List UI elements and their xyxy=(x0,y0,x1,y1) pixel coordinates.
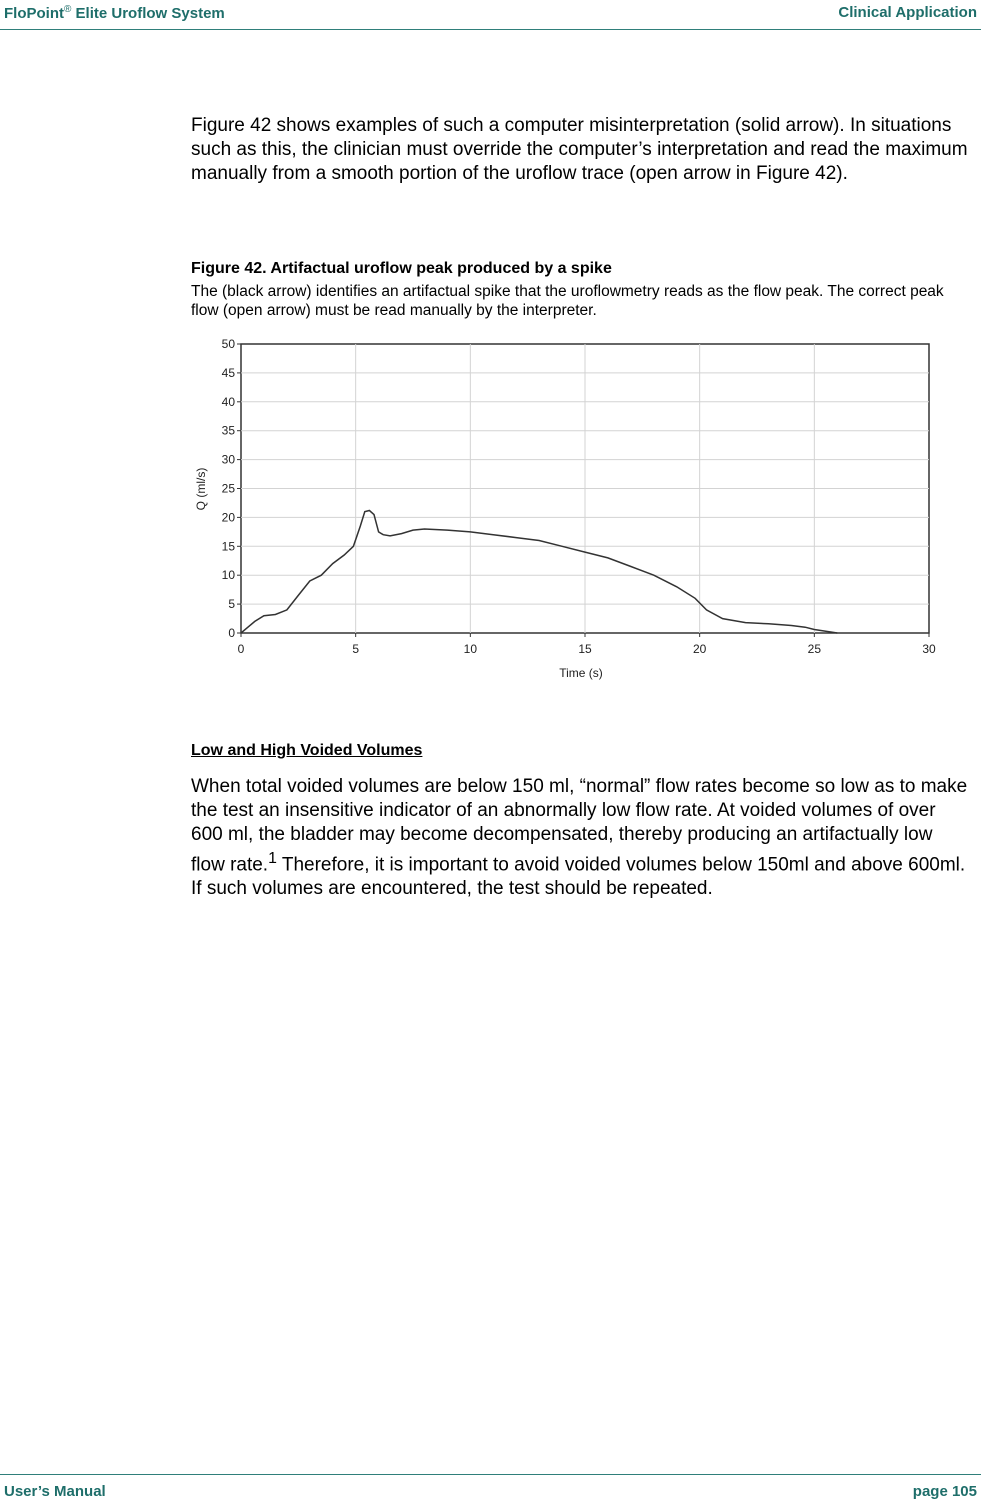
voided-volumes-paragraph xyxy=(191,775,971,901)
x-tick-label: 5 xyxy=(352,642,360,656)
y-tick-label: 0 xyxy=(228,626,235,640)
y-tick-label: 5 xyxy=(228,597,235,612)
y-tick-label: 25 xyxy=(221,481,235,496)
registered-mark: ® xyxy=(64,4,72,15)
y-tick-labels xyxy=(222,337,236,640)
y-axis-label: Q (ml/s) xyxy=(194,467,208,511)
figure-title: Figure 42. Artifactual uroflow peak produced by a spike xyxy=(191,260,612,277)
header-brand: FloPoint xyxy=(4,5,64,22)
page-footer xyxy=(0,1474,981,1502)
x-tick-label: 30 xyxy=(922,642,936,656)
x-axis-label: Time (s) xyxy=(559,666,603,680)
paragraph-part-2: Therefore, it is important to avoid voided volumes below 150ml and above 600ml. If such volumes are encountered, the test should be repeated. xyxy=(191,854,966,900)
x-tick-label: 0 xyxy=(237,642,245,656)
x-tick-label: 15 xyxy=(578,642,592,656)
x-tick-labels xyxy=(238,642,936,656)
y-tick-label: 50 xyxy=(221,337,235,351)
header-section-name: Clinical Application xyxy=(838,4,977,21)
header-product-rest: Elite Uroflow System xyxy=(71,5,225,22)
intro-paragraph: Figure 42 shows examples of such a computer misinterpretation (solid arrow). In situations such as this, the clinician must override the computer’s interpretation and read the maximum manually from a smooth portion of the uroflow trace (open arrow in Figure 42). xyxy=(191,115,968,184)
x-tick-label: 20 xyxy=(692,642,707,656)
footnote-reference: 1 xyxy=(268,850,277,867)
y-tick-label: 40 xyxy=(221,394,235,409)
page-number: page 105 xyxy=(912,1483,977,1500)
y-tick-label: 10 xyxy=(221,568,235,583)
y-tick-label: 45 xyxy=(221,365,235,380)
y-tick-label: 35 xyxy=(221,423,235,438)
y-tick-label: 20 xyxy=(221,510,235,525)
uroflow-chart xyxy=(188,333,948,683)
section-title: Low and High Voided Volumes xyxy=(191,742,423,759)
y-tick-label: 30 xyxy=(221,452,235,467)
header-product-name xyxy=(4,4,225,22)
page-header xyxy=(0,0,981,30)
paragraph-part-1: When total voided volumes are below 150 ml, “normal” flow rates become so low as to make the test an insensitive indicator of an abnormally low flow rate. At voided volumes of over 600 ml, the bladder may become decompensated, thereby producing an artifactually low flow rate. xyxy=(191,776,968,876)
x-tick-label: 25 xyxy=(807,642,822,656)
y-tick-label: 15 xyxy=(221,539,235,554)
footer-manual-label: User’s Manual xyxy=(4,1483,106,1500)
figure-caption: The (black arrow) identifies an artifactual spike that the uroflowmetry reads as the flow peak. The correct peak flow (open arrow) must be read manually by the interpreter. xyxy=(191,283,944,319)
x-tick-label: 10 xyxy=(463,642,478,656)
